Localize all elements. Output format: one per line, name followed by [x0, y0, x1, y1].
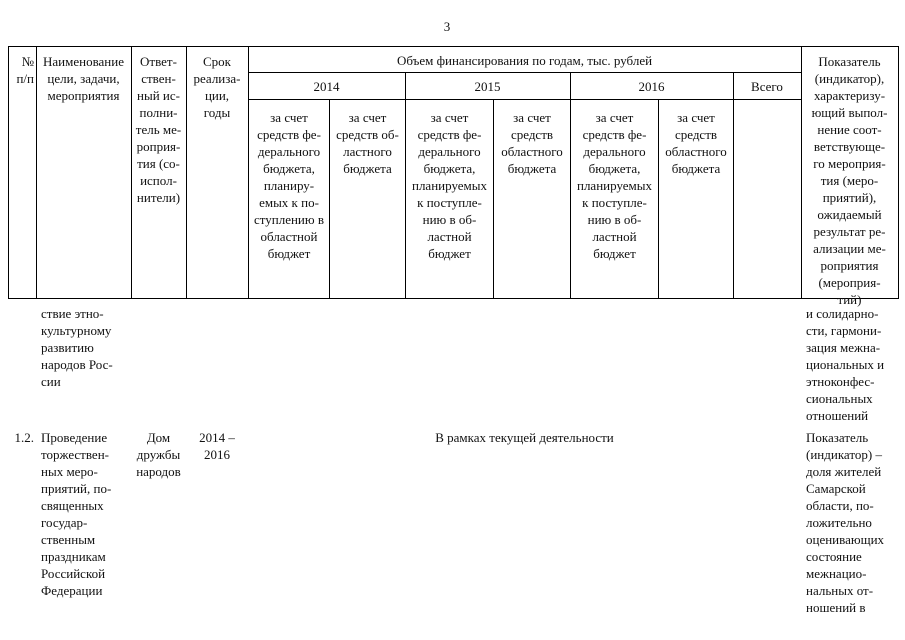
header-federal-2016: за счет средств фе- дерального бюджета, планируемых к поступле- нию в об- ластной бюджет: [576, 110, 653, 261]
header-federal-2015: за счет средств фе- дерального бюджета, планируемых к поступле- нию в об- ластной бюджет: [411, 110, 488, 261]
row-1-2-term: 2014 – 2016: [199, 430, 235, 462]
header-federal-2014: за счет средств фе- дерального бюджета, планиру- емых к по- ступлению в областной бюджет: [253, 110, 324, 261]
header-year-2014: 2014: [313, 79, 340, 94]
header-regional-2015: за счет средств областного бюджета: [501, 110, 563, 176]
header-regional-2014: за счет средств об- ластного бюджета: [336, 110, 399, 176]
row-1-2-indicator: Показатель (индикатор) – доля жителей Самарской области, по- ложительно оценивающих состояние межнацио- нальных от- ношений в: [806, 430, 885, 615]
header-regional-2016: за счет средств областного бюджета: [665, 110, 727, 176]
header-indicator: Показатель (индикатор), характеризу- ющий выпол- нение соот- ветствующе- го мероприя- тия (меро- приятий), ожидаемый результат ре- ализации ме- роприятия (мероприя- тий): [811, 54, 888, 307]
header-total: Всего: [751, 79, 783, 94]
header-year-2015: 2015: [474, 79, 501, 94]
page-number: 3: [443, 19, 451, 34]
continuation-indicator: и солидарно- сти, гармони- зация межна- циональных и этноконфес- сиональных отношений: [806, 306, 885, 423]
header-financing: Объем финансирования по годам, тыс. рублей: [396, 53, 653, 68]
row-1-2-name: Проведение торжествен- ных меро- приятий, по- священных государ- ственным праздникам Российской Федерации: [41, 430, 112, 598]
header-num: № п/п: [16, 54, 34, 86]
header-responsible: Ответ- ствен- ный ис- полни- тель ме- роприя- тия (со- испол- нители): [135, 54, 182, 205]
header-year-2016: 2016: [638, 79, 665, 94]
continuation-name: ствие этно- культурному развитию народов Рос- сии: [41, 306, 113, 389]
header-name: Наименование цели, задачи, мероприятия: [43, 54, 124, 103]
row-1-2-responsible: Дом дружбы народов: [136, 430, 181, 479]
row-1-2-num: 1.2.: [14, 430, 34, 445]
row-1-2-financing: В рамках текущей деятельности: [435, 430, 614, 445]
header-term: Срок реализа- ции, годы: [193, 54, 241, 120]
